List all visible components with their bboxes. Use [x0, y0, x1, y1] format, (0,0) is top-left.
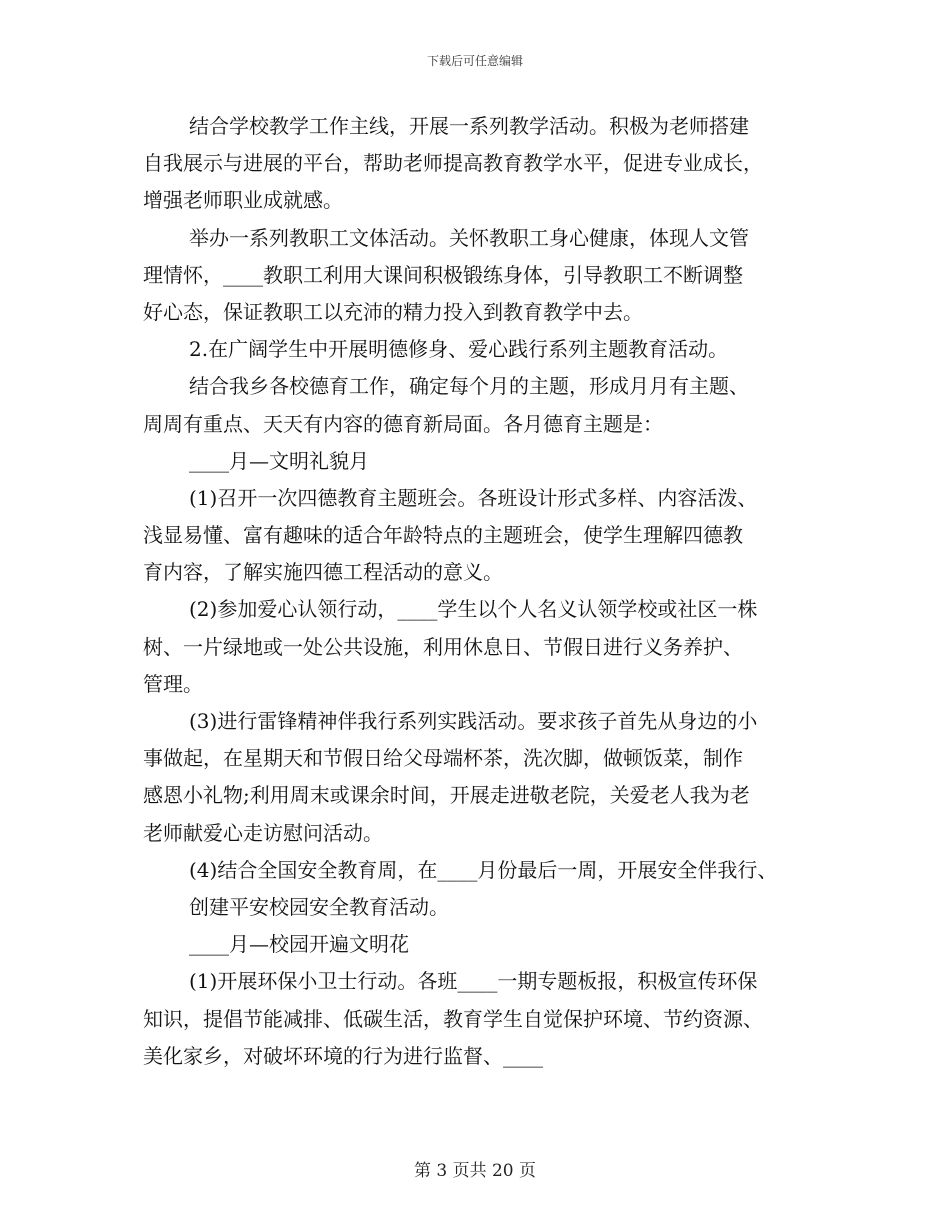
text-line: 自我展示与进展的平台，帮助老师提高教育教学水平，促进专业成长， [143, 151, 763, 176]
text-line: 周周有重点、天天有内容的德育新局面。各月德育主题是： [143, 411, 663, 436]
text-line: (3)进行雷锋精神伴我行系列实践活动。要求孩子首先从身边的小 [189, 709, 758, 733]
text-line: 增强老师职业成就感。 [143, 188, 343, 213]
text-line: (1)开展环保小卫士行动。各班____一期专题板报，积极宣传环保 [189, 969, 758, 994]
text-line: 知识，提倡节能减排、低碳生活，教育学生自觉保护环境、节约资源、 [143, 1006, 763, 1031]
text-line: 创建平安校园安全教育活动。 [189, 894, 449, 919]
text-line: 举办一系列教职工文体活动。关怀教职工身心健康，体现人文管 [189, 225, 749, 250]
text-line: 2.在广阔学生中开展明德修身、爱心践行系列主题教育活动。 [189, 337, 729, 362]
text-line: ____月—校园开遍文明花 [189, 932, 409, 957]
text-line: 好心态，保证教职工以充沛的精力投入到教育教学中去。 [143, 299, 643, 324]
text-line: 感恩小礼物;利用周末或课余时间，开展走进敬老院，关爱老人我为老 [143, 783, 750, 808]
text-line: 浅显易懂、富有趣味的适合年龄特点的主题班会，使学生理解四德教 [143, 523, 743, 548]
document-body [143, 108, 833, 1075]
text-line: 事做起，在星期天和节假日给父母端杯茶，洗次脚，做顿饭菜，制作 [143, 746, 743, 771]
text-line: 理情怀，____教职工利用大课间积极锻练身体，引导教职工不断调整 [143, 262, 743, 287]
text-line: 管理。 [143, 671, 203, 696]
text-line: (4)结合全国安全教育周，在____月份最后一周，开展安全伴我行、 [189, 857, 778, 882]
text-line: (1)召开一次四德教育主题班会。各班设计形式多样、内容活泼、 [189, 485, 758, 510]
text-line: 结合我乡各校德育工作，确定每个月的主题，形成月月有主题、 [189, 374, 749, 399]
text-line: ____月—文明礼貌月 [189, 448, 369, 473]
text-line: 美化家乡，对破坏环境的行为进行监督、____ [143, 1043, 543, 1068]
text-line: 老师献爱心走访慰问活动。 [143, 820, 383, 845]
text-line: 树、一片绿地或一处公共设施，利用休息日、节假日进行义务养护、 [143, 634, 743, 659]
text-line: 育内容，了解实施四德工程活动的意义。 [143, 560, 503, 585]
text-line: (2)参加爱心认领行动，____学生以个人名义认领学校或社区一株 [189, 597, 758, 622]
page-header: 下载后可任意编辑 [426, 54, 523, 68]
page-footer: 第 3 页共 20 页 [413, 1161, 537, 1181]
text-line: 结合学校教学工作主线，开展一系列教学活动。积极为老师搭建 [189, 114, 749, 138]
